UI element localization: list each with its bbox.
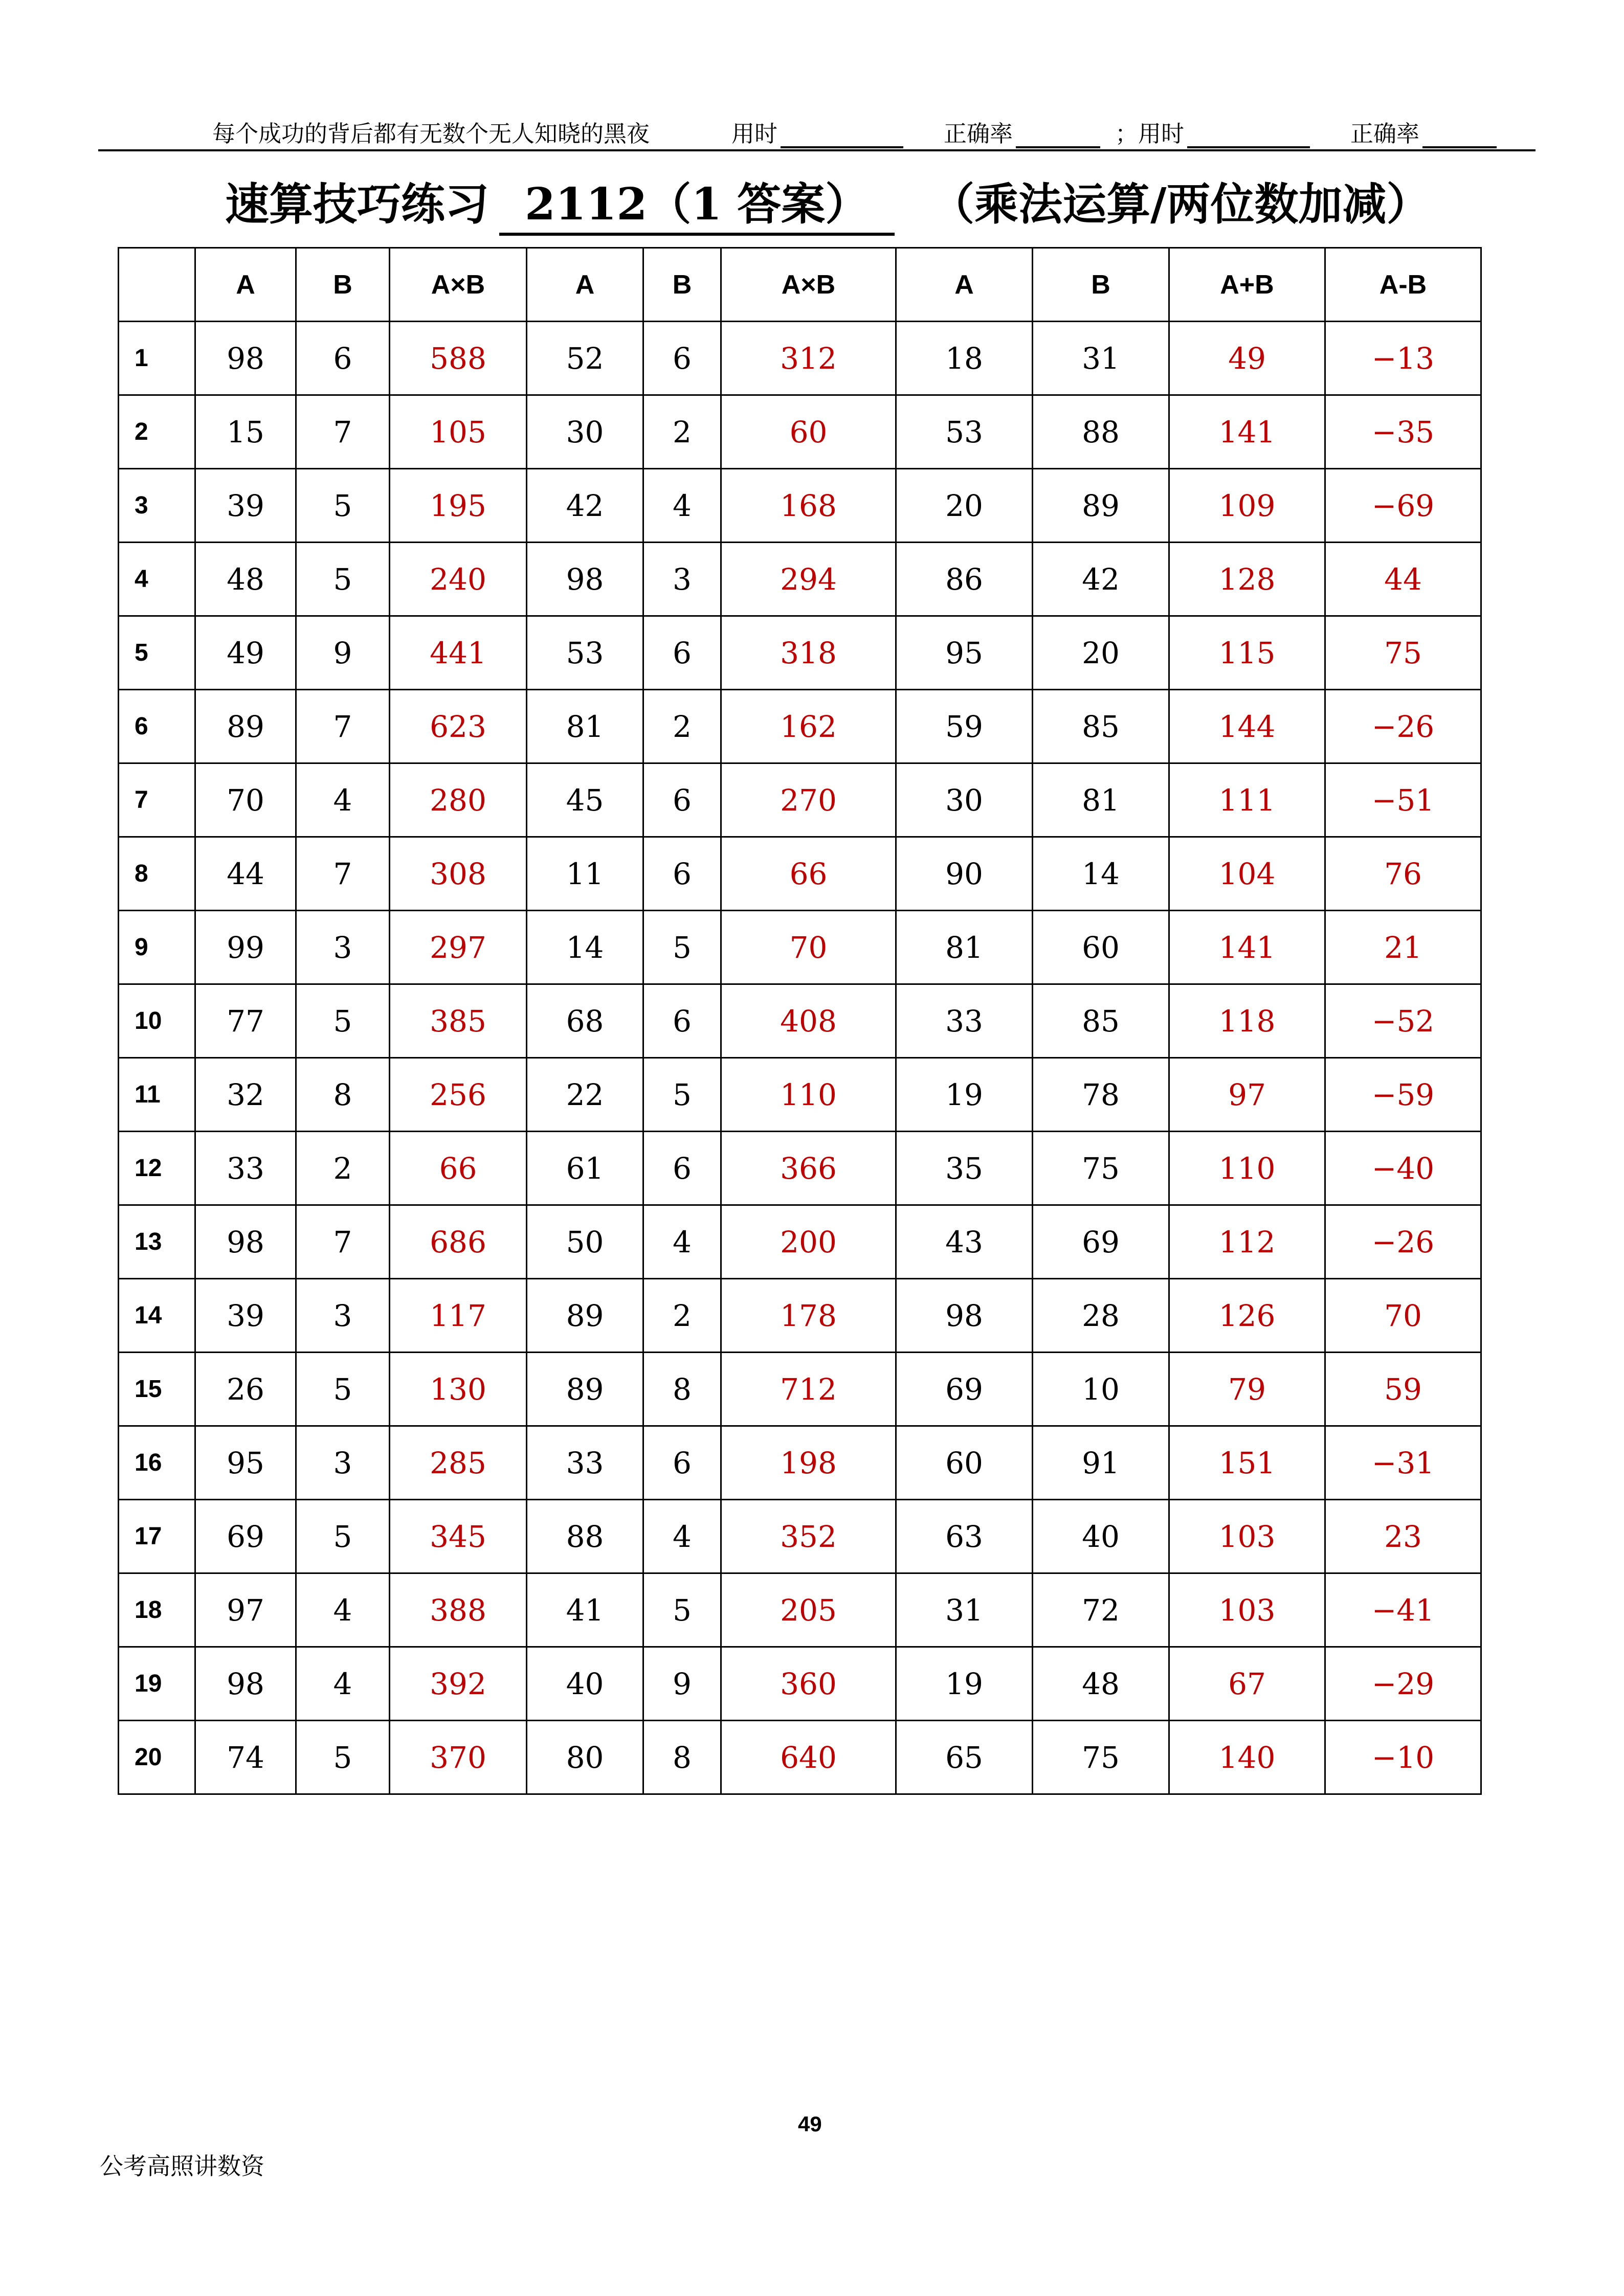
operand-cell: 89 xyxy=(195,690,296,763)
answer-cell: 294 xyxy=(721,543,896,616)
row-index: 16 xyxy=(119,1426,195,1500)
answer-cell: −31 xyxy=(1325,1426,1481,1500)
row-index: 6 xyxy=(119,690,195,763)
title-code: 2112（1 答案） xyxy=(499,176,895,236)
operand-cell: 26 xyxy=(195,1353,296,1426)
operand-cell: 6 xyxy=(643,1132,721,1205)
answer-cell: 392 xyxy=(390,1647,527,1721)
operand-cell: 3 xyxy=(296,1426,390,1500)
table-row xyxy=(119,837,1481,911)
time-blank-1[interactable] xyxy=(781,123,903,148)
operand-cell: 2 xyxy=(643,1279,721,1353)
operand-cell: 42 xyxy=(527,469,643,543)
accuracy-blank-1[interactable] xyxy=(1016,123,1100,148)
operand-cell: 60 xyxy=(1033,911,1169,984)
answer-cell: 623 xyxy=(390,690,527,763)
answer-cell: 118 xyxy=(1169,984,1325,1058)
answer-cell: 285 xyxy=(390,1426,527,1500)
table-row xyxy=(119,763,1481,837)
answer-cell: −40 xyxy=(1325,1132,1481,1205)
operand-cell: 8 xyxy=(296,1058,390,1132)
answer-cell: 240 xyxy=(390,543,527,616)
operand-cell: 9 xyxy=(643,1647,721,1721)
answer-cell: 256 xyxy=(390,1058,527,1132)
time-label-1: 用时 xyxy=(731,120,778,147)
answer-cell: 105 xyxy=(390,395,527,469)
table-header-row xyxy=(119,248,1481,322)
answer-cell: 385 xyxy=(390,984,527,1058)
header-cell: A-B xyxy=(1325,248,1481,322)
operand-cell: 88 xyxy=(1033,395,1169,469)
row-index: 3 xyxy=(119,469,195,543)
footer-text: 公考高照讲数资 xyxy=(100,2152,264,2180)
answer-cell: 640 xyxy=(721,1721,896,1794)
table-row xyxy=(119,1132,1481,1205)
operand-cell: 9 xyxy=(296,616,390,690)
answer-cell: 712 xyxy=(721,1353,896,1426)
operand-cell: 43 xyxy=(896,1205,1033,1279)
answer-cell: 60 xyxy=(721,395,896,469)
operand-cell: 75 xyxy=(1033,1721,1169,1794)
answer-cell: 200 xyxy=(721,1205,896,1279)
answer-cell: 352 xyxy=(721,1500,896,1573)
table-row xyxy=(119,1426,1481,1500)
accuracy-label-2: 正确率 xyxy=(1350,120,1420,147)
operand-cell: 4 xyxy=(296,1647,390,1721)
answer-cell: 686 xyxy=(390,1205,527,1279)
row-index: 11 xyxy=(119,1058,195,1132)
table-row xyxy=(119,1353,1481,1426)
operand-cell: 99 xyxy=(195,911,296,984)
operand-cell: 3 xyxy=(643,543,721,616)
answer-cell: 441 xyxy=(390,616,527,690)
answer-cell: 103 xyxy=(1169,1573,1325,1647)
operand-cell: 53 xyxy=(527,616,643,690)
operand-cell: 6 xyxy=(643,1426,721,1500)
operand-cell: 31 xyxy=(896,1573,1033,1647)
table-row xyxy=(119,322,1481,395)
page-title xyxy=(225,169,1431,236)
time-blank-2[interactable] xyxy=(1187,123,1310,148)
answer-cell: 115 xyxy=(1169,616,1325,690)
operand-cell: 5 xyxy=(296,1500,390,1573)
operand-cell: 15 xyxy=(195,395,296,469)
operand-cell: 31 xyxy=(1033,322,1169,395)
answer-cell: 318 xyxy=(721,616,896,690)
operand-cell: 91 xyxy=(1033,1426,1169,1500)
operand-cell: 89 xyxy=(1033,469,1169,543)
operand-cell: 70 xyxy=(195,763,296,837)
time-label-2: 用时 xyxy=(1138,120,1185,147)
operand-cell: 6 xyxy=(643,763,721,837)
answer-cell: 140 xyxy=(1169,1721,1325,1794)
answer-cell: 141 xyxy=(1169,911,1325,984)
answer-cell: 66 xyxy=(721,837,896,911)
title-sub: （乘法运算/两位数加减） xyxy=(930,178,1431,230)
operand-cell: 98 xyxy=(195,1205,296,1279)
operand-cell: 65 xyxy=(896,1721,1033,1794)
answer-cell: 59 xyxy=(1325,1353,1481,1426)
operand-cell: 80 xyxy=(527,1721,643,1794)
answer-table xyxy=(118,247,1482,1795)
operand-cell: 85 xyxy=(1033,690,1169,763)
answer-cell: 195 xyxy=(390,469,527,543)
answer-cell: −26 xyxy=(1325,1205,1481,1279)
answer-cell: 104 xyxy=(1169,837,1325,911)
operand-cell: 6 xyxy=(643,322,721,395)
operand-cell: 5 xyxy=(296,469,390,543)
header-cell: B xyxy=(296,248,390,322)
operand-cell: 90 xyxy=(896,837,1033,911)
row-index: 4 xyxy=(119,543,195,616)
operand-cell: 5 xyxy=(643,1573,721,1647)
answer-cell: 205 xyxy=(721,1573,896,1647)
answer-cell: 312 xyxy=(721,322,896,395)
operand-cell: 4 xyxy=(643,1500,721,1573)
table-row xyxy=(119,1279,1481,1353)
row-index: 7 xyxy=(119,763,195,837)
operand-cell: 98 xyxy=(195,322,296,395)
accuracy-blank-2[interactable] xyxy=(1422,123,1497,148)
operand-cell: 81 xyxy=(527,690,643,763)
time-field-2 xyxy=(1115,115,1310,148)
operand-cell: 42 xyxy=(1033,543,1169,616)
answer-cell: 178 xyxy=(721,1279,896,1353)
answer-cell: −13 xyxy=(1325,322,1481,395)
table-row xyxy=(119,616,1481,690)
operand-cell: 74 xyxy=(195,1721,296,1794)
row-index: 14 xyxy=(119,1279,195,1353)
answer-cell: 112 xyxy=(1169,1205,1325,1279)
operand-cell: 14 xyxy=(527,911,643,984)
answer-cell: 67 xyxy=(1169,1647,1325,1721)
table-row xyxy=(119,984,1481,1058)
operand-cell: 33 xyxy=(527,1426,643,1500)
operand-cell: 40 xyxy=(527,1647,643,1721)
table-row xyxy=(119,395,1481,469)
operand-cell: 14 xyxy=(1033,837,1169,911)
operand-cell: 41 xyxy=(527,1573,643,1647)
operand-cell: 69 xyxy=(1033,1205,1169,1279)
row-index: 2 xyxy=(119,395,195,469)
answer-cell: 70 xyxy=(1325,1279,1481,1353)
table-row xyxy=(119,1573,1481,1647)
operand-cell: 18 xyxy=(896,322,1033,395)
accuracy-field-1 xyxy=(944,115,1100,148)
answer-cell: 360 xyxy=(721,1647,896,1721)
table-row xyxy=(119,1647,1481,1721)
operand-cell: 5 xyxy=(296,984,390,1058)
answer-cell: −10 xyxy=(1325,1721,1481,1794)
row-index: 1 xyxy=(119,322,195,395)
operand-cell: 2 xyxy=(296,1132,390,1205)
operand-cell: 19 xyxy=(896,1647,1033,1721)
table-row xyxy=(119,690,1481,763)
operand-cell: 6 xyxy=(296,322,390,395)
answer-cell: 366 xyxy=(721,1132,896,1205)
table-row xyxy=(119,1058,1481,1132)
operand-cell: 22 xyxy=(527,1058,643,1132)
row-index: 9 xyxy=(119,911,195,984)
operand-cell: 5 xyxy=(643,911,721,984)
answer-cell: 111 xyxy=(1169,763,1325,837)
row-index: 19 xyxy=(119,1647,195,1721)
operand-cell: 40 xyxy=(1033,1500,1169,1573)
operand-cell: 75 xyxy=(1033,1132,1169,1205)
answer-cell: −52 xyxy=(1325,984,1481,1058)
answer-cell: 370 xyxy=(390,1721,527,1794)
operand-cell: 30 xyxy=(896,763,1033,837)
operand-cell: 5 xyxy=(296,543,390,616)
title-main: 速算技巧练习 xyxy=(225,178,489,230)
answer-cell: 388 xyxy=(390,1573,527,1647)
answer-cell: 198 xyxy=(721,1426,896,1500)
operand-cell: 45 xyxy=(527,763,643,837)
table-row xyxy=(119,911,1481,984)
answer-cell: −69 xyxy=(1325,469,1481,543)
answer-cell: 49 xyxy=(1169,322,1325,395)
operand-cell: 97 xyxy=(195,1573,296,1647)
separator: ； xyxy=(1115,120,1139,147)
header-cell: A×B xyxy=(721,248,896,322)
answer-cell: 44 xyxy=(1325,543,1481,616)
answer-cell: 168 xyxy=(721,469,896,543)
operand-cell: 30 xyxy=(527,395,643,469)
answer-cell: 117 xyxy=(390,1279,527,1353)
answer-cell: 126 xyxy=(1169,1279,1325,1353)
row-index: 13 xyxy=(119,1205,195,1279)
operand-cell: 5 xyxy=(296,1353,390,1426)
answer-cell: 130 xyxy=(390,1353,527,1426)
answer-cell: 70 xyxy=(721,911,896,984)
operand-cell: 44 xyxy=(195,837,296,911)
table-body xyxy=(119,322,1481,1794)
motto: 每个成功的背后都有无数个无人知晓的黑夜 xyxy=(212,120,650,147)
operand-cell: 69 xyxy=(195,1500,296,1573)
answer-cell: 103 xyxy=(1169,1500,1325,1573)
answer-cell: 297 xyxy=(390,911,527,984)
operand-cell: 35 xyxy=(896,1132,1033,1205)
operand-cell: 2 xyxy=(643,690,721,763)
operand-cell: 32 xyxy=(195,1058,296,1132)
row-index: 17 xyxy=(119,1500,195,1573)
answer-cell: 97 xyxy=(1169,1058,1325,1132)
operand-cell: 85 xyxy=(1033,984,1169,1058)
operand-cell: 53 xyxy=(896,395,1033,469)
operand-cell: 59 xyxy=(896,690,1033,763)
answer-cell: 23 xyxy=(1325,1500,1481,1573)
operand-cell: 60 xyxy=(896,1426,1033,1500)
time-field-1 xyxy=(731,115,903,148)
operand-cell: 77 xyxy=(195,984,296,1058)
row-index: 10 xyxy=(119,984,195,1058)
operand-cell: 4 xyxy=(296,763,390,837)
operand-cell: 72 xyxy=(1033,1573,1169,1647)
answer-cell: −26 xyxy=(1325,690,1481,763)
answer-cell: 280 xyxy=(390,763,527,837)
header-cell: A xyxy=(527,248,643,322)
header-cell: A xyxy=(896,248,1033,322)
operand-cell: 78 xyxy=(1033,1058,1169,1132)
operand-cell: 7 xyxy=(296,395,390,469)
operand-cell: 11 xyxy=(527,837,643,911)
operand-cell: 28 xyxy=(1033,1279,1169,1353)
operand-cell: 33 xyxy=(896,984,1033,1058)
operand-cell: 20 xyxy=(1033,616,1169,690)
operand-cell: 7 xyxy=(296,690,390,763)
operand-cell: 39 xyxy=(195,1279,296,1353)
operand-cell: 69 xyxy=(896,1353,1033,1426)
header-cell: B xyxy=(1033,248,1169,322)
operand-cell: 8 xyxy=(643,1721,721,1794)
answer-cell: −29 xyxy=(1325,1647,1481,1721)
row-index: 20 xyxy=(119,1721,195,1794)
operand-cell: 3 xyxy=(296,911,390,984)
answer-cell: 141 xyxy=(1169,395,1325,469)
answer-cell: −59 xyxy=(1325,1058,1481,1132)
operand-cell: 86 xyxy=(896,543,1033,616)
answer-cell: 79 xyxy=(1169,1353,1325,1426)
operand-cell: 61 xyxy=(527,1132,643,1205)
operand-cell: 39 xyxy=(195,469,296,543)
header-rule xyxy=(98,149,1536,151)
answer-cell: 144 xyxy=(1169,690,1325,763)
operand-cell: 81 xyxy=(1033,763,1169,837)
operand-cell: 4 xyxy=(643,1205,721,1279)
operand-cell: 50 xyxy=(527,1205,643,1279)
operand-cell: 7 xyxy=(296,837,390,911)
row-index: 15 xyxy=(119,1353,195,1426)
operand-cell: 81 xyxy=(896,911,1033,984)
header-cell: B xyxy=(643,248,721,322)
table-row xyxy=(119,1721,1481,1794)
row-index: 18 xyxy=(119,1573,195,1647)
answer-cell: 66 xyxy=(390,1132,527,1205)
answer-cell: 110 xyxy=(1169,1132,1325,1205)
operand-cell: 3 xyxy=(296,1279,390,1353)
operand-cell: 4 xyxy=(296,1573,390,1647)
row-index: 5 xyxy=(119,616,195,690)
table-row xyxy=(119,469,1481,543)
operand-cell: 8 xyxy=(643,1353,721,1426)
operand-cell: 48 xyxy=(1033,1647,1169,1721)
operand-cell: 49 xyxy=(195,616,296,690)
operand-cell: 6 xyxy=(643,984,721,1058)
operand-cell: 7 xyxy=(296,1205,390,1279)
operand-cell: 6 xyxy=(643,837,721,911)
operand-cell: 10 xyxy=(1033,1353,1169,1426)
row-index: 12 xyxy=(119,1132,195,1205)
answer-cell: 109 xyxy=(1169,469,1325,543)
operand-cell: 5 xyxy=(296,1721,390,1794)
answer-cell: 162 xyxy=(721,690,896,763)
answer-cell: −35 xyxy=(1325,395,1481,469)
answer-cell: 75 xyxy=(1325,616,1481,690)
operand-cell: 33 xyxy=(195,1132,296,1205)
operand-cell: 20 xyxy=(896,469,1033,543)
row-index: 8 xyxy=(119,837,195,911)
accuracy-field-2 xyxy=(1350,115,1497,148)
accuracy-label-1: 正确率 xyxy=(944,120,1013,147)
answer-cell: 408 xyxy=(721,984,896,1058)
operand-cell: 98 xyxy=(527,543,643,616)
operand-cell: 89 xyxy=(527,1279,643,1353)
operand-cell: 68 xyxy=(527,984,643,1058)
header-cell-index xyxy=(119,248,195,322)
operand-cell: 63 xyxy=(896,1500,1033,1573)
answer-cell: 308 xyxy=(390,837,527,911)
operand-cell: 48 xyxy=(195,543,296,616)
answer-cell: 151 xyxy=(1169,1426,1325,1500)
operand-cell: 6 xyxy=(643,616,721,690)
answer-cell: 270 xyxy=(721,763,896,837)
answer-cell: −41 xyxy=(1325,1573,1481,1647)
answer-cell: 110 xyxy=(721,1058,896,1132)
operand-cell: 95 xyxy=(195,1426,296,1500)
answer-cell: −51 xyxy=(1325,763,1481,837)
header-cell: A xyxy=(195,248,296,322)
operand-cell: 19 xyxy=(896,1058,1033,1132)
operand-cell: 4 xyxy=(643,469,721,543)
header-cell: A×B xyxy=(390,248,527,322)
header-cell: A+B xyxy=(1169,248,1325,322)
operand-cell: 52 xyxy=(527,322,643,395)
operand-cell: 98 xyxy=(896,1279,1033,1353)
table-row xyxy=(119,1205,1481,1279)
operand-cell: 95 xyxy=(896,616,1033,690)
answer-cell: 345 xyxy=(390,1500,527,1573)
operand-cell: 2 xyxy=(643,395,721,469)
page-number: 49 xyxy=(798,2112,822,2136)
answer-cell: 588 xyxy=(390,322,527,395)
operand-cell: 98 xyxy=(195,1647,296,1721)
operand-cell: 5 xyxy=(643,1058,721,1132)
answer-cell: 128 xyxy=(1169,543,1325,616)
operand-cell: 88 xyxy=(527,1500,643,1573)
answer-cell: 21 xyxy=(1325,911,1481,984)
answer-cell: 76 xyxy=(1325,837,1481,911)
table-row xyxy=(119,1500,1481,1573)
operand-cell: 89 xyxy=(527,1353,643,1426)
table-row xyxy=(119,543,1481,616)
